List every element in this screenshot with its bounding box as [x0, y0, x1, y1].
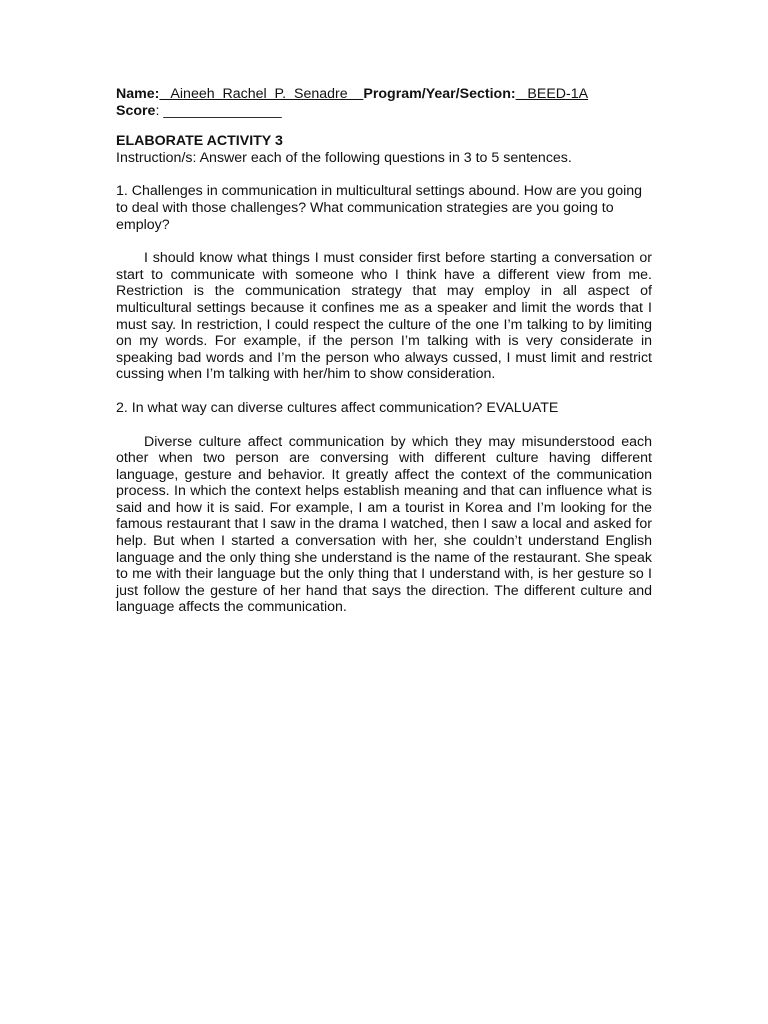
question-1: 1. Challenges in communication in multicultural settings abound. How are you going to deal with those challenges? What communication strategies are you going to employ? — [116, 183, 643, 233]
program-value: BEED-1A — [515, 86, 589, 102]
document-page — [116, 86, 652, 616]
score-line: Score: _______________ — [116, 102, 282, 119]
name-value: Aineeh Rachel P. Senadre — [159, 86, 364, 102]
score-value: _______________ — [163, 102, 282, 119]
question-2: 2. In what way can diverse cultures affect communication? EVALUATE — [116, 399, 559, 416]
answer-1: I should know what things I must consider first before starting a conversation or start to communicate with someone who I think have a different view from me. Restriction is the communication strategy that may employ in all aspect of multicultural settings because it confines me as a speaker and limit the words that I must say. In restriction, I could respect the culture of the one I’m talking to by limiting on my words. For example, if the person I’m talking with is very considerate in speaking bad words and I’m the person who always cussed, I must limit and restrict cussing when I’m talking with her/him to show consideration. — [116, 250, 652, 383]
answer-2: Diverse culture affect communication by which they may misunderstood each other when two person are conversing with different culture having different language, gesture and behavior. It greatly affect the context of the communication process. In which the context helps establish meaning and that can influence what is said and how it is said. For example, I am a tourist in Korea and I’m looking for the famous restaurant that I saw in the drama I watched, then I saw a local and asked for help. But when I started a conversation with her, she couldn’t understand English language and the only thing she understand is the name of the restaurant. She speak to me with their language but the only thing that I understand with, is her gesture so I just follow the gesture of her hand that says the direction. The different culture and language affects the communication. — [116, 433, 652, 616]
program-label: Program/Year/Section — [363, 86, 511, 102]
name-program-line: Name: Aineeh Rachel P. Senadre Program/Year/Section: BEED-1A — [116, 86, 589, 102]
name-label: Name — [116, 86, 155, 102]
score-label: Score — [116, 102, 156, 119]
instruction-text: Instruction/s: Answer each of the following questions in 3 to 5 sentences. — [116, 149, 572, 166]
activity-title: ELABORATE ACTIVITY 3 — [116, 133, 283, 150]
